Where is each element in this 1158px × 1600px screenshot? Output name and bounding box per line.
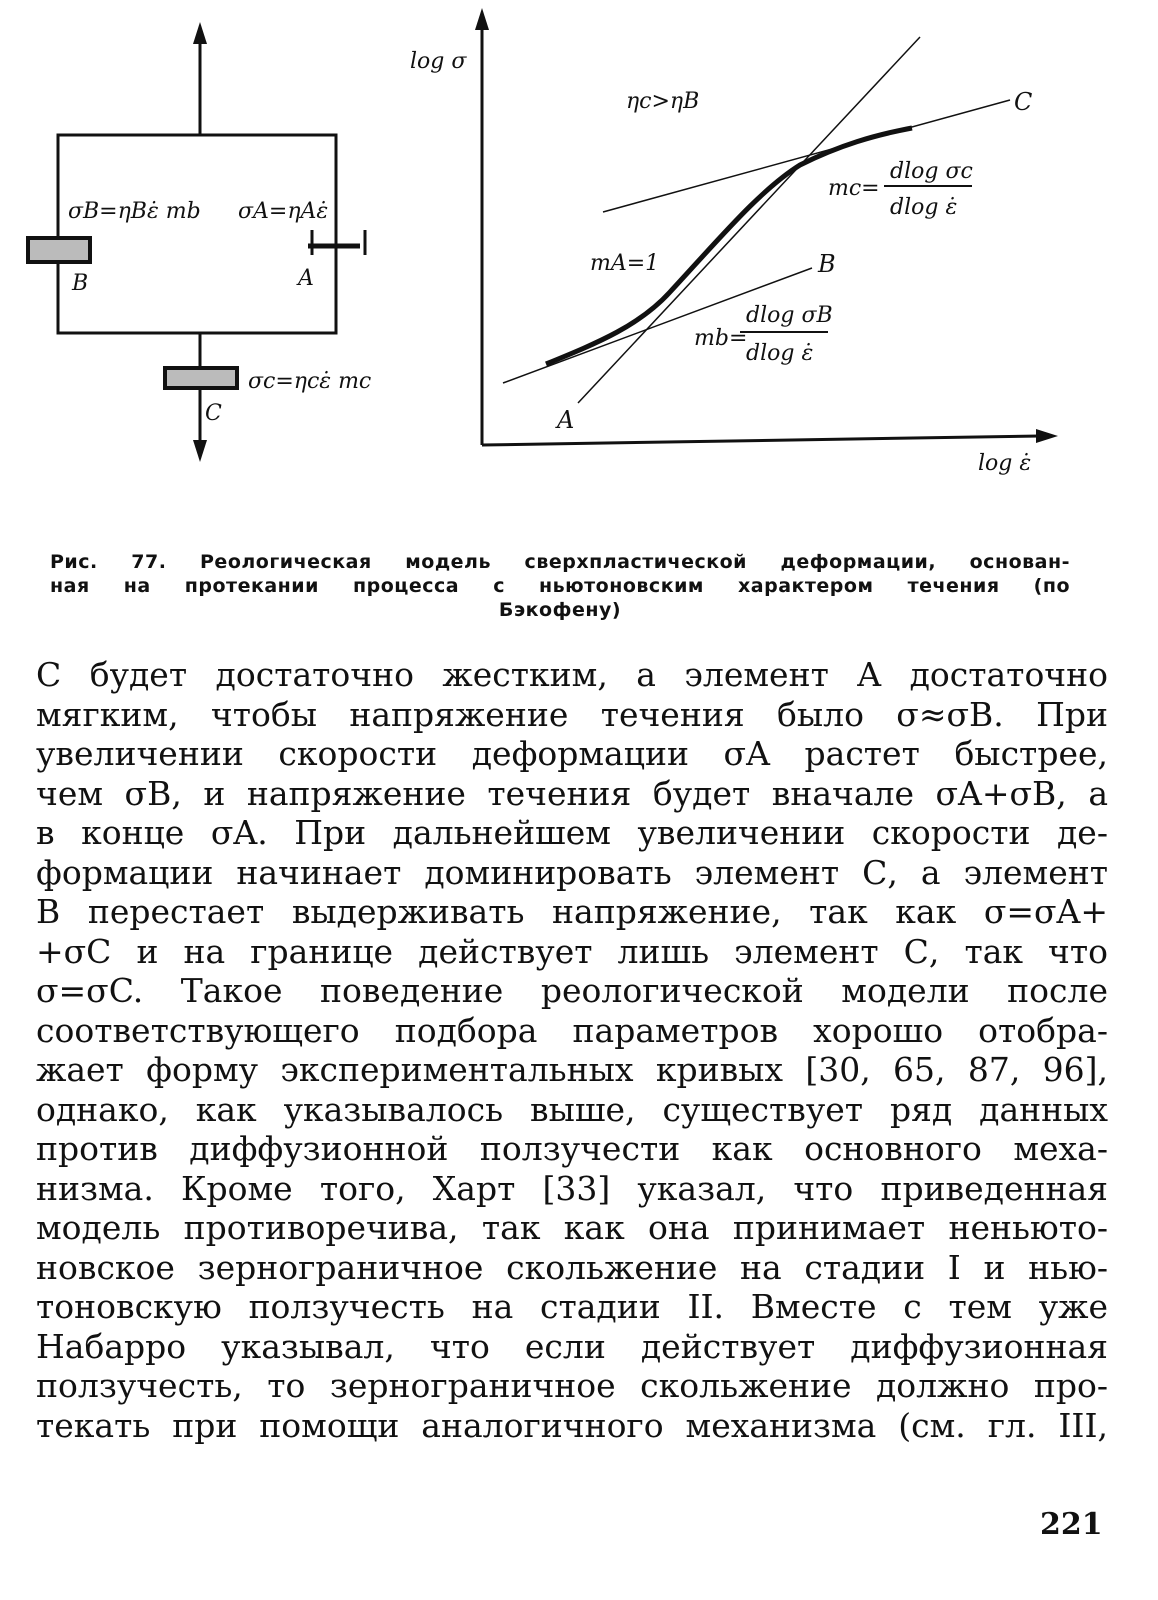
- x-axis-arrowhead: [1036, 429, 1058, 443]
- body-line: в конце σA. При дальнейшем увеличении скорости де-: [36, 813, 1108, 852]
- line-c-label: C: [1014, 88, 1033, 116]
- body-line: увеличении скорости деформации σA растет быстрее,: [36, 734, 1108, 773]
- line-b-label: B: [818, 250, 836, 278]
- body-text: [36, 655, 1108, 1445]
- body-line: σ=σC. Такое поведение реологической модели после: [36, 971, 1108, 1010]
- stress-b-label: σB=ηBε̇ mb: [68, 199, 201, 224]
- element-a-label: A: [298, 266, 314, 291]
- rheological-model-diagram: [28, 22, 365, 462]
- body-line: новское зернограничное скольжение на стадии I и нью-: [36, 1247, 1108, 1287]
- body-line: Набарро указывал, что если действует диффузионная: [36, 1326, 1108, 1366]
- body-line: мягким, чтобы напряжение течения было σ≈σB. При: [36, 694, 1108, 734]
- body-line: однако, как указывалось выше, существует ряд данных: [36, 1089, 1108, 1129]
- slope-c-lhs: mc=: [828, 176, 880, 201]
- body-line: жает форму экспериментальных кривых [30, 65, 87, 96],: [36, 1050, 1108, 1089]
- caption-line-2: ная на протекании процесса с ньютоновским характером течения (по: [50, 575, 1070, 597]
- slope-a-label: mA=1: [590, 251, 660, 276]
- top-arrowhead: [193, 22, 207, 44]
- viscosity-relation: ηc>ηB: [626, 89, 700, 114]
- stress-c-label: σc=ηcε̇ mc: [248, 369, 372, 394]
- figure-caption: [50, 550, 1070, 622]
- slope-b-numerator: dlog σB: [746, 303, 833, 328]
- body-line: формации начинает доминировать элемент С, а элемент: [36, 852, 1108, 892]
- body-line: текать при помощи аналогичного механизма (см. гл. III,: [36, 1405, 1108, 1445]
- dashpot-b: [28, 238, 90, 262]
- page-number: 221: [1040, 1507, 1103, 1542]
- body-line: В перестает выдерживать напряжение, так как σ=σA+: [36, 892, 1108, 931]
- body-line: низма. Кроме того, Харт [33] указал, что приведенная: [36, 1168, 1108, 1208]
- x-axis: [482, 436, 1040, 445]
- body-line: модель противоречива, так как она принимает неньюто-: [36, 1208, 1108, 1247]
- slope-c-denominator: dlog ε̇: [890, 195, 958, 220]
- caption-line-3: Бэкофену): [498, 599, 622, 621]
- body-line: +σC и на границе действует лишь элемент С, так что: [36, 931, 1108, 971]
- caption-line-1: Рис. 77. Реологическая модель сверхпластической деформации, основан-: [50, 551, 1070, 573]
- line-a-label: A: [557, 406, 575, 434]
- element-c-label: C: [205, 401, 222, 426]
- slope-b-denominator: dlog ε̇: [746, 341, 814, 366]
- bottom-arrowhead: [193, 440, 207, 462]
- body-line: чем σB, и напряжение течения будет вначале σA+σB, а: [36, 773, 1108, 813]
- dashpot-c: [165, 368, 237, 388]
- body-line: тоновскую ползучесть на стадии II. Вместе с тем уже: [36, 1287, 1108, 1326]
- slope-b-lhs: mb=: [694, 326, 748, 351]
- body-line: ползучесть, то зернограничное скольжение должно про-: [36, 1366, 1108, 1405]
- model-frame: [58, 135, 336, 333]
- loglog-plot: [475, 8, 1058, 445]
- slope-c-numerator: dlog σc: [890, 159, 973, 184]
- body-line: против диффузионной ползучести как основного меха-: [36, 1129, 1108, 1168]
- body-line: С будет достаточно жестким, а элемент A достаточно: [36, 655, 1108, 694]
- y-axis-arrowhead: [475, 8, 489, 30]
- figure: [0, 0, 1158, 540]
- y-axis-label: log σ: [410, 49, 467, 74]
- body-line: соответствующего подбора параметров хорошо отобра-: [36, 1010, 1108, 1050]
- stress-a-label: σA=ηAε̇: [238, 199, 329, 224]
- element-b-label: B: [72, 271, 89, 296]
- x-axis-label: log ε̇: [978, 451, 1032, 476]
